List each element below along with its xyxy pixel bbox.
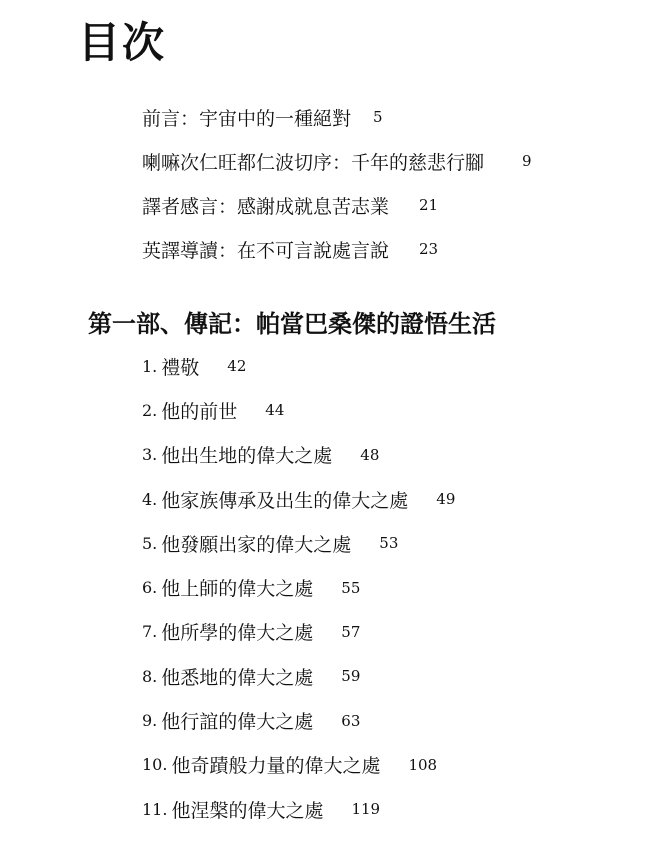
page-number: 53 — [379, 534, 399, 553]
chapter-label: 他涅槃的偉大之處 — [171, 799, 324, 822]
list-item — [142, 521, 622, 565]
chapter-index: 11. — [142, 799, 168, 819]
list-item — [142, 183, 622, 227]
chapter-index: 10. — [142, 755, 168, 775]
page-title: 目次 — [78, 18, 167, 67]
chapter-index: 6. — [142, 578, 158, 598]
entry-label: 喇嘛次仁旺都仁波切序：千年的慈悲行腳 — [142, 151, 485, 174]
chapter-label: 他悉地的偉大之處 — [161, 666, 314, 689]
front-matter-list — [142, 95, 622, 271]
chapter-label: 他上師的偉大之處 — [161, 578, 314, 601]
list-item — [142, 565, 622, 609]
page-number: 63 — [341, 711, 361, 730]
page-number: 9 — [522, 152, 532, 170]
list-item — [142, 654, 622, 698]
list-item — [142, 433, 622, 477]
chapter-label: 禮敬 — [161, 356, 200, 379]
page-number: 44 — [265, 401, 285, 420]
list-item — [142, 388, 622, 432]
chapter-index: 1. — [142, 356, 158, 376]
list-item — [142, 787, 622, 831]
chapter-label: 他行誼的偉大之處 — [161, 711, 314, 734]
page-number: 23 — [419, 240, 439, 258]
chapter-index: 8. — [142, 666, 158, 686]
page-number: 59 — [341, 667, 361, 686]
page-number: 42 — [227, 357, 247, 376]
chapter-index: 9. — [142, 711, 158, 731]
chapter-label: 他所學的偉大之處 — [161, 622, 314, 645]
page-number: 21 — [419, 196, 439, 214]
chapter-list — [142, 344, 622, 831]
list-item — [142, 139, 622, 183]
entry-label: 譯者感言：感謝成就息苦志業 — [142, 195, 390, 218]
list-item — [142, 477, 622, 521]
page-number: 48 — [360, 445, 380, 464]
list-item — [142, 227, 622, 271]
list-item — [142, 95, 622, 139]
chapter-index: 2. — [142, 400, 158, 420]
chapter-label: 他的前世 — [161, 400, 238, 423]
page-number: 49 — [436, 490, 456, 509]
chapter-label: 他家族傳承及出生的偉大之處 — [161, 489, 409, 512]
chapter-label: 他奇蹟般力量的偉大之處 — [171, 755, 381, 778]
list-item — [142, 610, 622, 654]
page-number: 108 — [408, 755, 438, 774]
list-item — [142, 743, 622, 787]
entry-label: 英譯導讀：在不可言說處言說 — [142, 239, 390, 262]
chapter-index: 7. — [142, 622, 158, 642]
list-item — [142, 698, 622, 742]
chapter-index: 4. — [142, 489, 158, 509]
page-number: 119 — [351, 800, 381, 819]
chapter-label: 他出生地的偉大之處 — [161, 445, 333, 468]
page-number: 55 — [341, 578, 361, 597]
entry-label: 前言：宇宙中的一種絕對 — [142, 107, 352, 130]
part-heading: 第一部、傳記：帕當巴桑傑的證悟生活 — [88, 310, 496, 338]
list-item — [142, 344, 622, 388]
chapter-index: 3. — [142, 445, 158, 465]
chapter-label: 他發願出家的偉大之處 — [161, 533, 352, 556]
page-number: 57 — [341, 622, 361, 641]
chapter-index: 5. — [142, 533, 158, 553]
page-number: 5 — [373, 108, 383, 126]
